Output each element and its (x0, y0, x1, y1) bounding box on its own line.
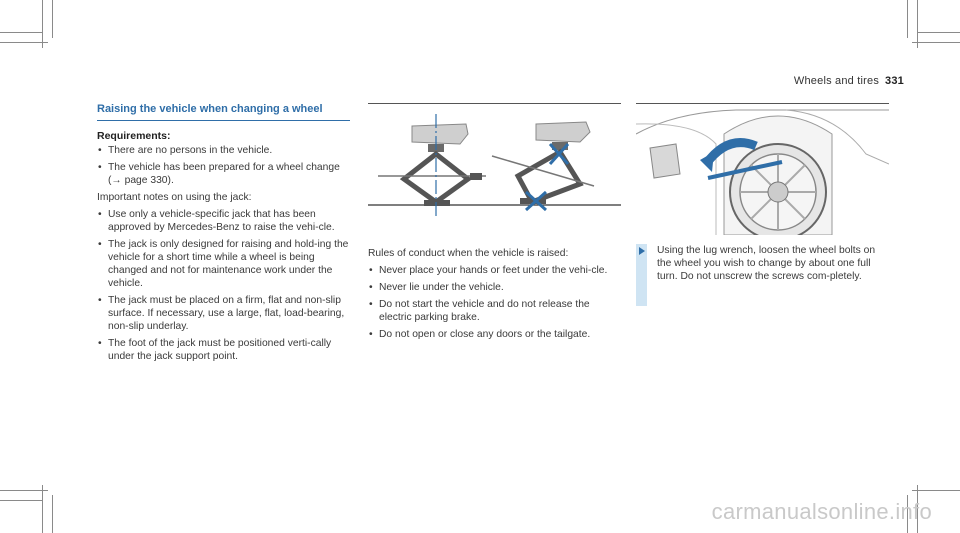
rules-list (368, 264, 621, 341)
crop-mark (42, 485, 43, 533)
crop-mark (907, 0, 908, 38)
section-title: Wheels and tires (793, 75, 880, 87)
list-item: • Never place your hands or feet under the vehi-cle. (368, 264, 621, 277)
page-header (794, 75, 904, 87)
list-item: • The foot of the jack must be positioned verti-cally under the jack support point. (97, 337, 350, 363)
list-item: • Do not start the vehicle and do not release the electric parking brake. (368, 298, 621, 324)
lug-wrench-illustration (636, 103, 889, 235)
step-text: Using the lug wrench, loosen the wheel bolts on the wheel you wish to change by about one full turn. Do not unscrew the screws com-pletely. (657, 245, 876, 282)
jack-illustration (368, 103, 621, 235)
crop-mark (0, 32, 42, 33)
crop-mark (0, 42, 48, 43)
instruction-step (636, 244, 889, 306)
requirements-list (97, 144, 350, 187)
crop-mark (0, 490, 48, 491)
list-item: • The jack is only designed for raising and hold-ing the vehicle for a short time while a wheel is being changed and not for maintenance work under the vehicle. (97, 238, 350, 290)
section-heading: Raising the vehicle when changing a wheel (97, 103, 350, 121)
crop-mark (42, 0, 43, 48)
step-arrow-icon (639, 247, 645, 255)
rules-intro: Rules of conduct when the vehicle is raised: (368, 248, 569, 259)
page-number: 331 (885, 75, 904, 87)
watermark: carmanualsonline.info (711, 499, 932, 524)
crop-mark (52, 495, 53, 533)
crop-mark (917, 0, 918, 48)
list-item: • The jack must be placed on a firm, flat and non-slip surface. If necessary, use a large, flat, load-bearing, non-slip underlay. (97, 294, 350, 333)
list-item: • Use only a vehicle-specific jack that has been approved by Mercedes-Benz to raise the vehi-cle. (97, 208, 350, 234)
middle-column (368, 247, 621, 345)
requirements-label: Requirements: (97, 130, 171, 142)
list-item: • Do not open or close any doors or the tailgate. (368, 328, 621, 341)
crop-mark (912, 42, 960, 43)
left-column (97, 103, 350, 367)
crop-mark (912, 490, 960, 491)
list-item: • There are no persons in the vehicle. (97, 144, 350, 157)
list-item: • The vehicle has been prepared for a wheel change (→ page 330). (97, 161, 350, 187)
crop-mark (0, 500, 42, 501)
notes-intro: Important notes on using the jack: (97, 192, 252, 203)
list-item: • Never lie under the vehicle. (368, 281, 621, 294)
crop-mark (52, 0, 53, 38)
notes-list (97, 208, 350, 363)
crop-mark (918, 32, 960, 33)
